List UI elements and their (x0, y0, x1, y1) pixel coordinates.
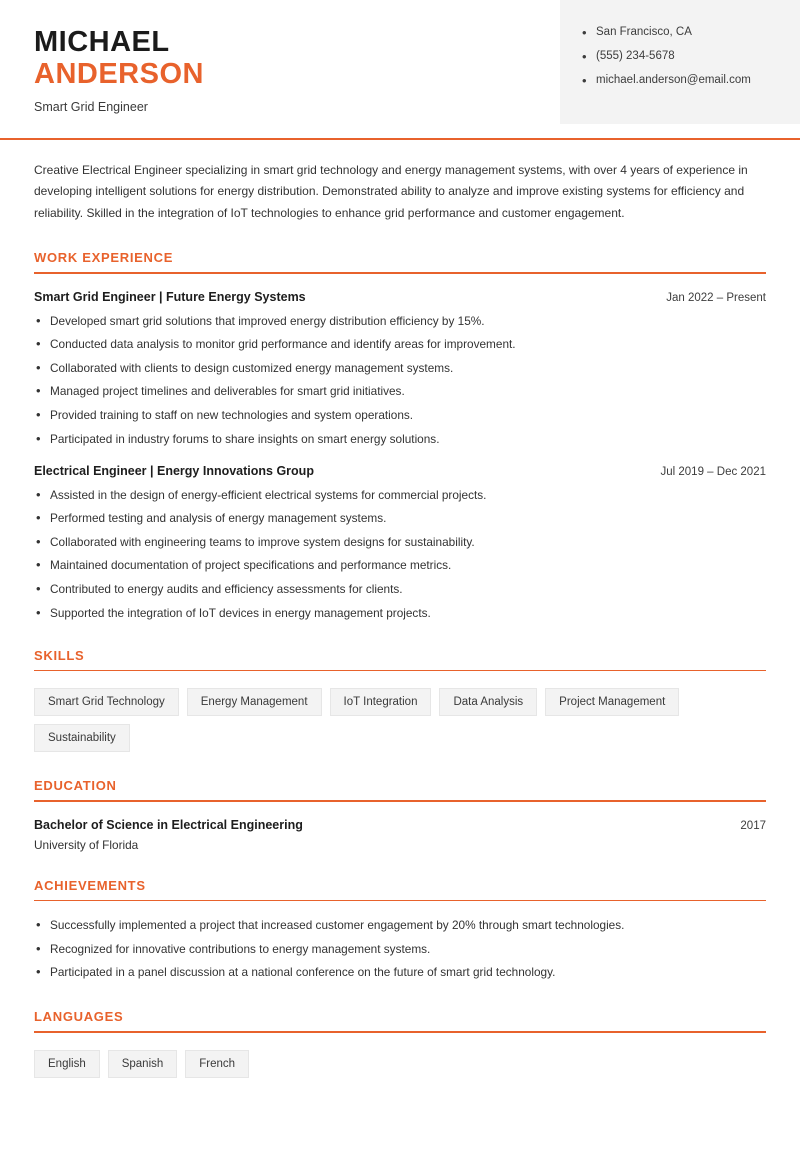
education-header (34, 818, 766, 832)
education-entry (34, 818, 766, 852)
education-school: University of Florida (34, 837, 139, 852)
skill-chip: Data Analysis (439, 688, 537, 716)
section-work-experience (34, 250, 766, 622)
list-item: • Developed smart grid solutions that improved energy distribution efficiency by 15%. (34, 313, 766, 330)
last-name: ANDERSON (34, 58, 204, 91)
header-identity (0, 0, 560, 114)
page-title: Smart Grid Engineer (34, 99, 148, 114)
section-divider (34, 1031, 766, 1033)
section-education (34, 778, 766, 852)
education-year: 2017 (740, 819, 766, 832)
skill-chip: IoT Integration (330, 688, 432, 716)
language-chip: French (185, 1050, 249, 1078)
experience-bullets (34, 487, 766, 622)
section-skills (34, 648, 766, 753)
list-item: • Managed project timelines and deliverables for smart grid initiatives. (34, 383, 766, 400)
section-divider (34, 900, 766, 902)
experience-header (34, 464, 766, 478)
skill-chip: Smart Grid Technology (34, 688, 179, 716)
page-bottom-spacer (34, 1078, 766, 1158)
experience-entry (34, 290, 766, 448)
education-degree: Bachelor of Science in Electrical Engineering (34, 817, 303, 832)
language-chip: English (34, 1050, 100, 1078)
list-item: • Recognized for innovative contributions to energy management systems. (34, 941, 766, 958)
professional-summary: Creative Electrical Engineer specializing in smart grid technology and energy management systems, with over 4 years of experience in developing intelligent solutions for energy distribution. Demonstrated ability to analyze and improve existing systems for efficiency and reliability. Skilled in the integration of IoT technologies to enhance grid performance and customer engagement. (34, 163, 748, 220)
experience-dates: Jan 2022 – Present (666, 291, 766, 304)
list-item: • Collaborated with clients to design customized energy management systems. (34, 360, 766, 377)
section-divider (34, 272, 766, 274)
experience-entry (34, 464, 766, 622)
experience-bullets (34, 313, 766, 448)
languages-chip-list (34, 1050, 766, 1078)
language-chip: Spanish (108, 1050, 178, 1078)
list-item: • Supported the integration of IoT devices in energy management projects. (34, 605, 766, 622)
section-title-achievements: ACHIEVEMENTS (34, 877, 146, 893)
contact-phone: • (555) 234-5678 (582, 50, 782, 62)
list-item: • Contributed to energy audits and efficiency assessments for clients. (34, 581, 766, 598)
contact-location: • San Francisco, CA (582, 26, 782, 38)
list-item: • Participated in industry forums to share insights on smart energy solutions. (34, 431, 766, 448)
section-divider (34, 800, 766, 802)
list-item: • Performed testing and analysis of energy management systems. (34, 510, 766, 527)
skills-chip-list (34, 688, 766, 752)
section-title-skills: SKILLS (34, 647, 85, 663)
skill-chip: Energy Management (187, 688, 322, 716)
list-item: • Successfully implemented a project that increased customer engagement by 20% through smart technologies. (34, 917, 766, 934)
list-item: • Collaborated with engineering teams to improve system designs for sustainability. (34, 534, 766, 551)
section-languages (34, 1009, 766, 1078)
resume-header (0, 0, 800, 124)
contact-panel (560, 0, 800, 124)
contact-email: • michael.anderson@email.com (582, 74, 782, 86)
skill-chip: Project Management (545, 688, 679, 716)
first-name: MICHAEL (34, 26, 170, 58)
section-achievements (34, 878, 766, 982)
experience-dates: Jul 2019 – Dec 2021 (660, 465, 766, 478)
experience-role: Smart Grid Engineer | Future Energy Systems (34, 289, 306, 304)
achievements-bullets (34, 917, 766, 981)
experience-role: Electrical Engineer | Energy Innovations Group (34, 463, 314, 478)
list-item: • Conducted data analysis to monitor grid performance and identify areas for improvement. (34, 336, 766, 353)
section-divider (34, 670, 766, 672)
list-item: • Assisted in the design of energy-efficient electrical systems for commercial projects. (34, 487, 766, 504)
skill-chip: Sustainability (34, 724, 130, 752)
section-title-work-experience: WORK EXPERIENCE (34, 250, 174, 266)
resume-body (0, 140, 800, 1158)
experience-header (34, 290, 766, 304)
list-item: • Provided training to staff on new technologies and system operations. (34, 407, 766, 424)
section-title-languages: LANGUAGES (34, 1009, 124, 1025)
section-title-education: EDUCATION (34, 778, 117, 794)
list-item: • Participated in a panel discussion at a national conference on the future of smart grid technology. (34, 964, 766, 981)
list-item: • Maintained documentation of project specifications and performance metrics. (34, 557, 766, 574)
